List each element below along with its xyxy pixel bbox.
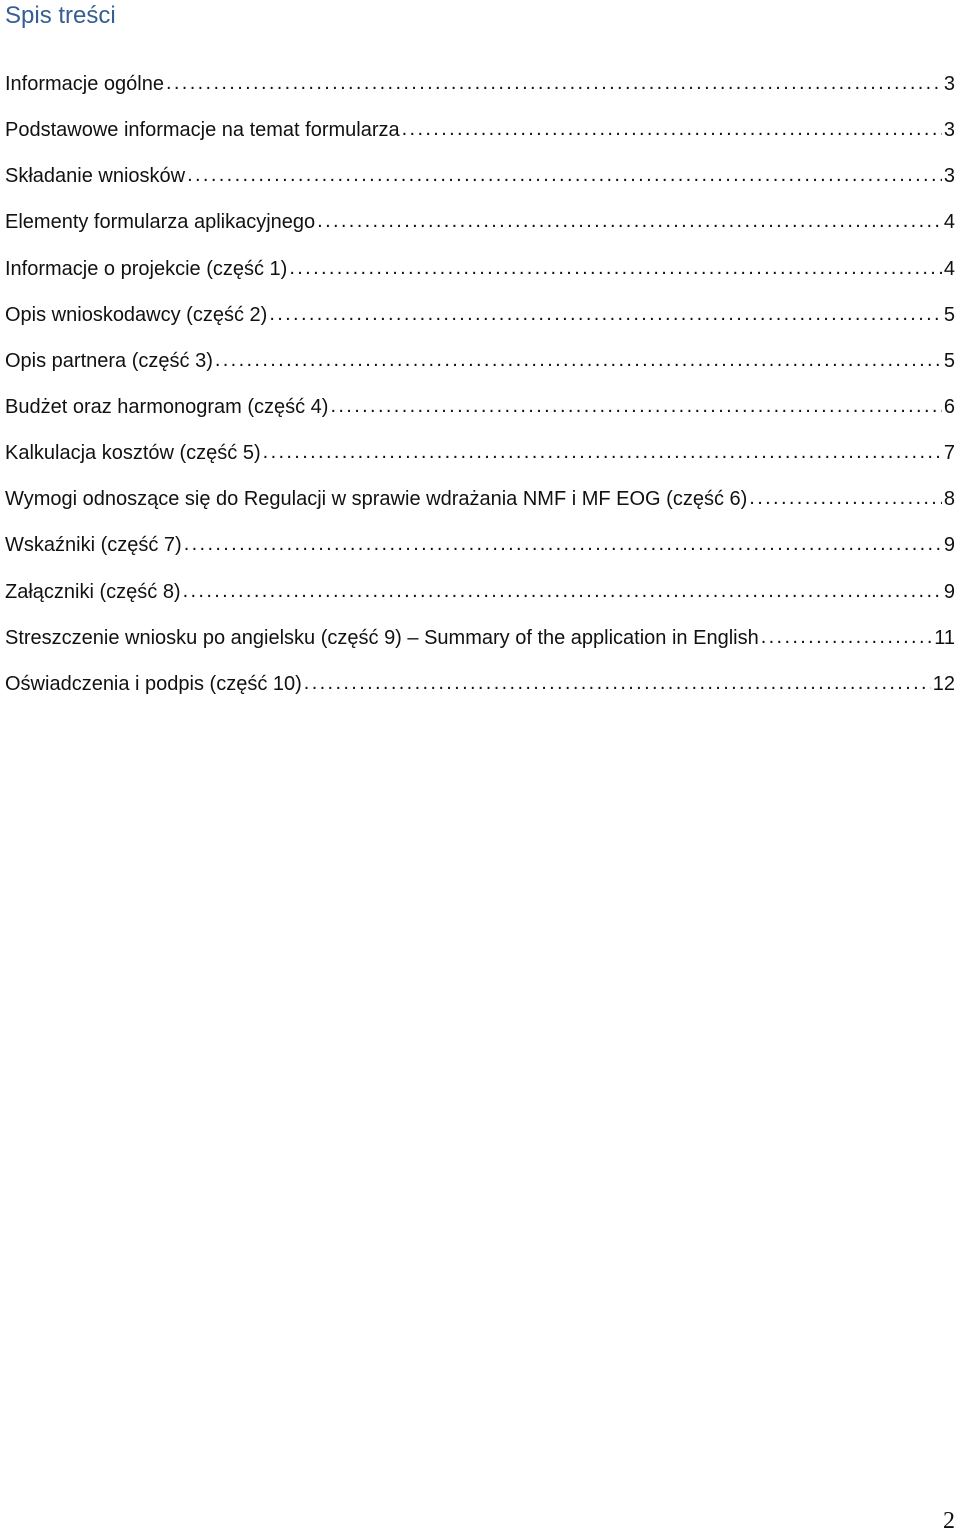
toc-entry-page: 4	[943, 211, 955, 234]
toc-entry[interactable]	[5, 529, 955, 575]
toc-entry-page: 3	[943, 119, 955, 142]
dot-leader	[330, 390, 941, 422]
toc-entry-label: Kalkulacja kosztów (część 5)	[5, 442, 261, 465]
dot-leader	[263, 436, 942, 468]
dot-leader	[215, 344, 942, 376]
toc-entry-page: 11	[934, 626, 955, 649]
toc-entry-label: Informacje o projekcie (część 1)	[5, 257, 288, 280]
toc-entry-page: 3	[943, 165, 955, 188]
toc-entry-page: 4	[943, 257, 955, 280]
toc-entry[interactable]	[5, 160, 955, 206]
toc-entry[interactable]	[5, 391, 955, 437]
dot-leader	[166, 67, 942, 99]
toc-entry[interactable]	[5, 299, 955, 345]
toc-entry-label: Budżet oraz harmonogram (część 4)	[5, 395, 329, 418]
toc-entry[interactable]	[5, 576, 955, 622]
page-number: 2	[943, 1508, 955, 1534]
toc-entry-label: Streszczenie wniosku po angielsku (część 9) – Summary of the application in English	[5, 626, 759, 649]
dot-leader	[184, 528, 942, 560]
toc-entry-label: Opis wnioskodawcy (część 2)	[5, 303, 268, 326]
toc-entry-page: 6	[943, 395, 955, 418]
toc-entry[interactable]	[5, 622, 955, 668]
toc-entry-label: Oświadczenia i podpis (część 10)	[5, 672, 302, 695]
toc-entry-label: Informacje ogólne	[5, 73, 164, 95]
dot-leader	[304, 667, 931, 699]
toc-entry-page: 12	[932, 672, 955, 695]
toc-entry-label: Wskaźniki (część 7)	[5, 534, 182, 557]
toc-heading: Spis treści	[5, 2, 116, 29]
toc-entry-page: 9	[943, 534, 955, 557]
toc-entry-page: 3	[943, 73, 955, 95]
toc-entry-label: Wymogi odnoszące się do Regulacji w sprawie wdrażania NMF i MF EOG (część 6)	[5, 488, 748, 511]
dot-leader	[187, 159, 942, 191]
dot-leader	[269, 298, 942, 330]
toc-entry-page: 5	[943, 349, 955, 372]
toc-entry[interactable]	[5, 437, 955, 483]
dot-leader	[289, 252, 942, 284]
dot-leader	[749, 482, 942, 514]
toc-entry-label: Załączniki (część 8)	[5, 580, 181, 603]
toc-entry[interactable]	[5, 206, 955, 252]
dot-leader	[761, 621, 933, 653]
toc-entry[interactable]	[5, 68, 955, 114]
toc-list	[5, 68, 955, 714]
toc-entry-page: 7	[943, 442, 955, 465]
toc-entry[interactable]	[5, 345, 955, 391]
toc-entry-label: Podstawowe informacje na temat formularza	[5, 119, 400, 142]
toc-entry-label: Składanie wniosków	[5, 165, 186, 188]
toc-entry[interactable]	[5, 668, 955, 714]
toc-entry-page: 9	[943, 580, 955, 603]
toc-entry[interactable]	[5, 483, 955, 529]
dot-leader	[183, 575, 942, 607]
toc-entry-label: Opis partnera (część 3)	[5, 349, 213, 372]
toc-entry-label: Elementy formularza aplikacyjnego	[5, 211, 316, 234]
toc-entry[interactable]	[5, 253, 955, 299]
dot-leader	[317, 205, 942, 237]
dot-leader	[402, 113, 942, 145]
toc-entry-page: 5	[943, 303, 955, 326]
toc-entry[interactable]	[5, 114, 955, 160]
toc-entry-page: 8	[943, 488, 955, 511]
